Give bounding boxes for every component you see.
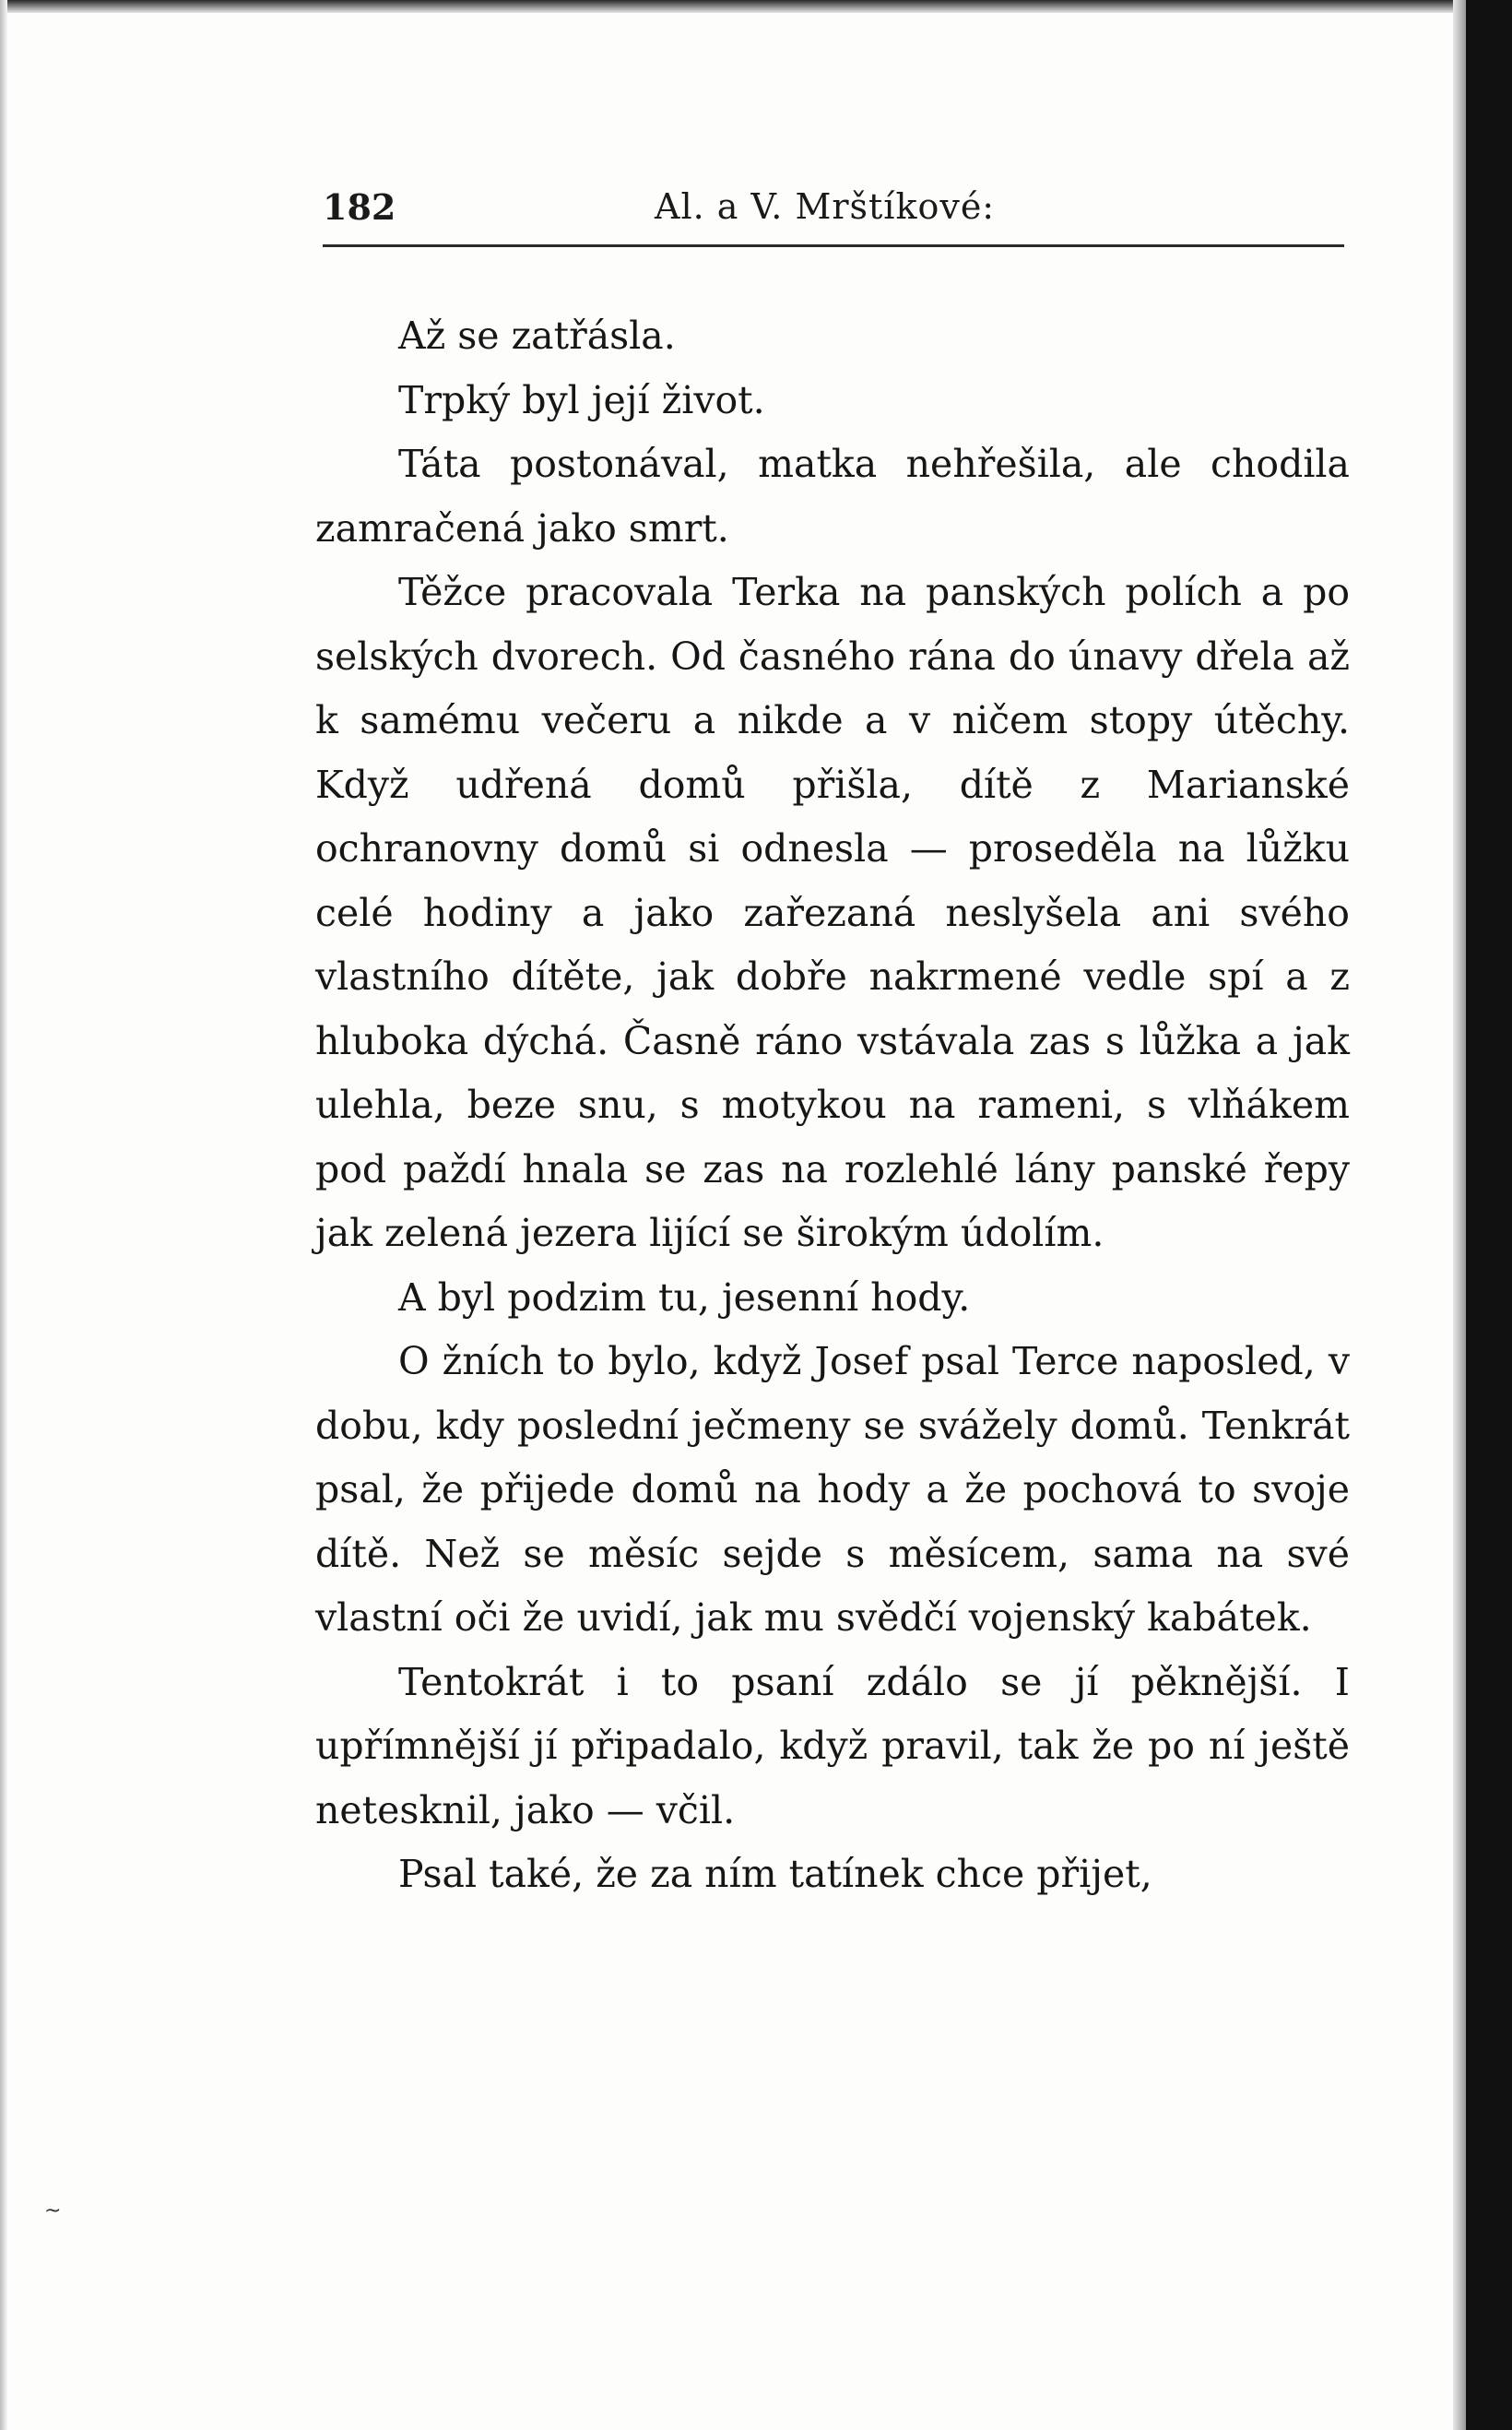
page-edge-shadow [1453, 0, 1466, 2430]
page-number: 182 [323, 186, 396, 228]
paragraph: Těžce pracovala Terka na panských polích a po selských dvorech. Od časného rána do únavy dřela až k samému večeru a nikde a v ničem stopy útěchy. Když udřená domů přišla, dítě z Marianské ochranovny domů si odnesla — proseděla na lůžku celé hodiny a jako zařezaná neslyšela ani svého vlastního dítěte, jak dobře nakrmené vedle spí a z hluboka dýchá. Časně ráno vstávala zas s lůžka a jak ulehla, beze snu, s motykou na rameni, s vlňákem pod paždí hnala se zas na rozlehlé lány panské řepy jak zelená jezera lijící se širokým údolím. [315, 570, 1350, 1255]
paragraph: Tentokrát i to psaní zdálo se jí pěknější. I upřímnější jí připadalo, když pravil, tak že po ní ještě netesknil, jako — včil. [315, 1659, 1350, 1832]
paragraph: A byl podzim tu, jesenní hody. [398, 1274, 971, 1320]
body-text [315, 304, 1350, 1907]
paragraph: O žních to bylo, když Josef psal Terce naposled, v dobu, kdy poslední ječmeny se svážely domů. Tenkrát psal, že přijede domů na hody a že pochová to svoje dítě. Než se měsíc sejde s měsícem, sama na své vlastní oči že uvidí, jak mu svědčí vojenský kabátek. [315, 1339, 1350, 1640]
running-title: Al. a V. Mrštíkové: [655, 186, 996, 227]
paragraph: Psal také, že za ním tatínek chce přijet, [398, 1852, 1152, 1896]
paragraph: Trpký byl její život. [398, 377, 765, 422]
paragraph: Až se zatřásla. [398, 314, 676, 358]
scan-edge-right [1466, 0, 1512, 2430]
margin-mark: ~ [44, 2199, 62, 2223]
running-head [323, 177, 1346, 242]
scan-edge-top [0, 0, 1512, 13]
scan-edge-left [0, 0, 7, 2430]
header-rule [323, 244, 1344, 247]
paragraph: Táta postonával, matka nehřešila, ale chodila zamračená jako smrt. [315, 442, 1350, 551]
